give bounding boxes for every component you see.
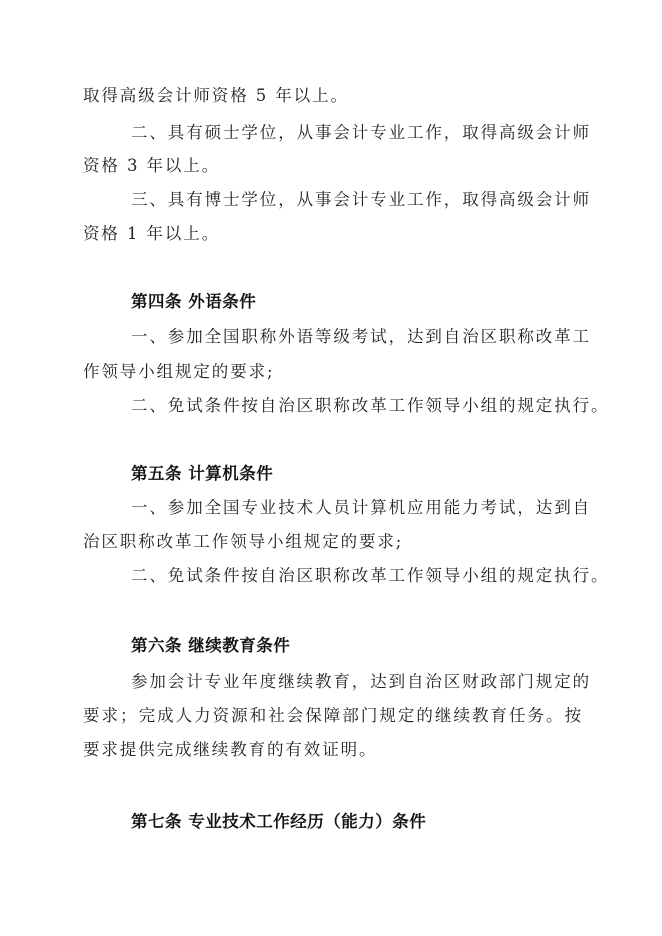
article-6-heading: 第六条 继续教育条件 <box>131 636 291 655</box>
paragraph-line: 作领导小组规定的要求; <box>83 362 275 381</box>
article-5-heading: 第五条 计算机条件 <box>131 464 274 483</box>
paragraph-line: 资格 3 年以上。 <box>83 156 221 175</box>
paragraph-line: 治区职称改革工作领导小组规定的要求; <box>83 532 404 551</box>
paragraph-line: 二、免试条件按自治区职称改革工作领导小组的规定执行。 <box>131 566 610 585</box>
paragraph-line: 资格 1 年以上。 <box>83 224 221 243</box>
paragraph-line: 三、具有博士学位，从事会计专业工作，取得高级会计师 <box>131 190 591 209</box>
paragraph-line: 参加会计专业年度继续教育，达到自治区财政部门规定的 <box>131 672 591 691</box>
paragraph-line: 取得高级会计师资格 5 年以上。 <box>83 86 349 105</box>
paragraph-line: 一、参加全国专业技术人员计算机应用能力考试，达到自 <box>131 498 591 517</box>
paragraph-line: 二、免试条件按自治区职称改革工作领导小组的规定执行。 <box>131 396 610 415</box>
paragraph-line: 二、具有硕士学位，从事会计专业工作，取得高级会计师 <box>131 123 591 142</box>
paragraph-line: 要求提供完成继续教育的有效证明。 <box>83 740 378 759</box>
article-4-heading: 第四条 外语条件 <box>131 292 257 311</box>
paragraph-line: 一、参加全国职称外语等级考试，达到自治区职称改革工 <box>131 327 591 346</box>
paragraph-line: 要求；完成人力资源和社会保障部门规定的继续教育任务。按 <box>83 706 583 725</box>
article-7-heading: 第七条 专业技术工作经历（能力）条件 <box>131 812 427 831</box>
